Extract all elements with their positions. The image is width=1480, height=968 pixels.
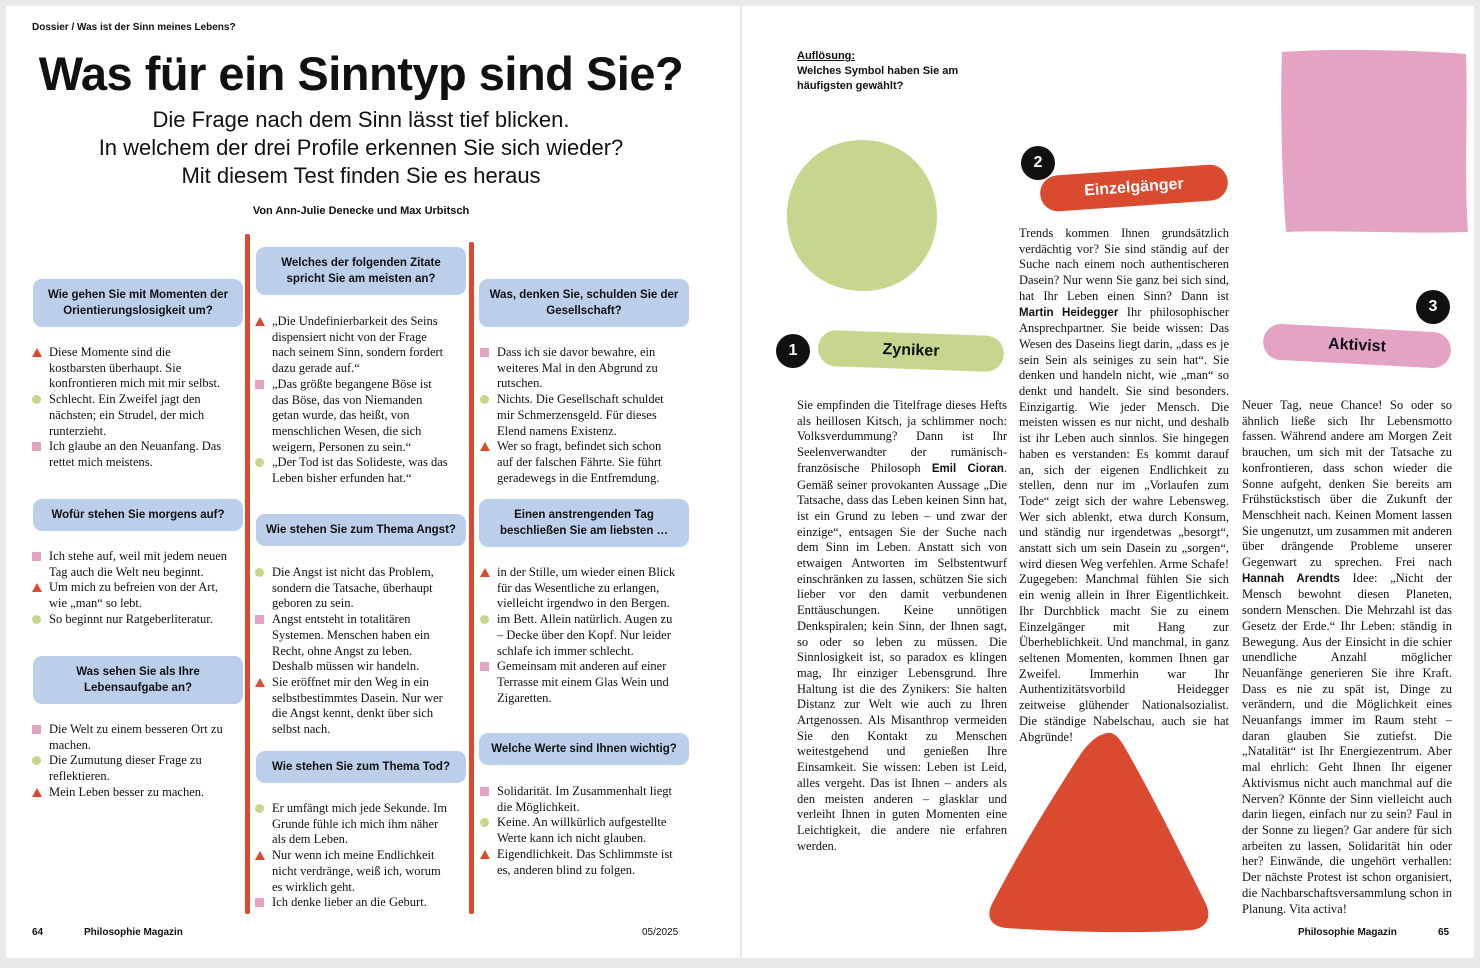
- question-box: Einen anstrengenden Tag beschließen Sie am liebsten …: [479, 499, 689, 547]
- answer-text: Die Zumutung dieser Frage zu reflektieren.: [49, 753, 202, 784]
- square-marker-icon: [32, 442, 41, 451]
- answer-text: Nur wenn ich meine Endlichkeit nicht verdränge, weiß ich, worum es wirklich geht.: [272, 848, 441, 894]
- answer-option[interactable]: [480, 439, 676, 486]
- triangle-marker-icon: [480, 850, 490, 859]
- legend: [797, 49, 987, 94]
- divider-line: [245, 234, 250, 914]
- divider-line: [469, 242, 474, 914]
- answer-text: Keine. An willkürlich aufgestellte Werte kann ich nicht glauben.: [497, 815, 667, 846]
- question-box: Was sehen Sie als Ihre Lebensaufgabe an?: [33, 656, 243, 704]
- profile-text-segment: Sie empfinden die Titelfrage dieses Hefts als heillosen Kitsch, ja schlimmer noch: Volksverdummung? Dann ist Ihr Seelenverwandter der rumänisch-französische Philosoph: [797, 398, 1007, 475]
- page-title: Was für ein Sinntyp sind Sie?: [38, 47, 684, 100]
- issue-number: 05/2025: [642, 927, 679, 938]
- legend-text: Welches Symbol haben Sie am häufigsten gewählt?: [797, 65, 959, 92]
- answer-option[interactable]: [255, 895, 451, 911]
- triangle-marker-icon: [480, 568, 490, 577]
- answer-option[interactable]: [32, 612, 228, 628]
- triangle-marker-icon: [32, 348, 42, 357]
- answer-text: Dass ich sie davor bewahre, ein weiteres Mal in den Abgrund zu rutschen.: [497, 345, 658, 391]
- left-page: [6, 6, 740, 958]
- answer-list: [255, 801, 451, 911]
- profile-text-segment: . Gemäß seiner provokanten Aussage „Die Tatsache, dass das Leben keinen Sinn hat, ist ein Grund zu leben – und zwar der einzige“, entsagen Sie der Suche nach dem Sinn im Leben. Anstatt sich von etwaigen Antworten im Selbstentwurf einschränken zu lassen, schützen Sie sich lieber vor den damit verbundenen Enttäuschungen. Keine unnötigen Denkspiralen; kein Sinn, der Ihnen sagt, so oder so leben zu müssen. Die Sinnlosigkeit ist, so paradox es klingen mag, Ihr einziger Lebensgrund. Ihre Haltung ist die des Zynikers: Sie halten Distanz zur Welt wie auch zu Ihren Artgenossen. Als Misanthrop vermeiden Sie den Kontakt zu Menschen weitestgehend und genießen Ihre Einsamkeit. Sie wissen: Leben ist Leid, alles vergeht. Das ist Ihnen – anders als den meisten anderen – glasklar und verleiht Ihnen in guten Momenten eine Leichtigkeit, die andere nie erfahren werden.: [797, 460, 1007, 853]
- subtitle-line: Die Frage nach dem Sinn lässt tief blicken.: [152, 107, 570, 132]
- answer-option[interactable]: [255, 314, 451, 377]
- square-marker-icon: [255, 615, 264, 624]
- answer-list: [480, 565, 676, 706]
- legend-title: Auflösung:: [797, 50, 856, 62]
- philosopher-name: Martin Heidegger: [1019, 306, 1119, 319]
- answer-option[interactable]: [255, 612, 451, 675]
- triangle-marker-icon: [255, 317, 265, 326]
- question-box: Was, denken Sie, schulden Sie der Gesellschaft?: [479, 279, 689, 327]
- answer-text: Gemeinsam mit anderen auf einer Terrasse mit einem Glas Wein und Zigaretten.: [497, 659, 669, 705]
- answer-option[interactable]: [255, 377, 451, 456]
- answer-option[interactable]: [480, 345, 676, 392]
- profile-text-segment: Trends kommen Ihnen grundsätzlich verdächtig vor? Sie sind ständig auf der Suche nach einem noch authentischeren Dasein? Nur wenn Sie ganz bei sich sind, hat Ihr Leben einen Sinn? Dann ist: [1019, 226, 1229, 303]
- answer-list: [32, 722, 228, 801]
- answer-text: „Der Tod ist das Solideste, was das Leben bisher erfunden hat.“: [272, 455, 448, 486]
- philosopher-name: Hannah Arendts: [1242, 572, 1340, 585]
- byline: Von Ann-Julie Denecke und Max Urbitsch: [252, 205, 470, 217]
- answer-option[interactable]: [480, 392, 676, 439]
- profile-text-segment: Idee: „Nicht der Mensch bewohnt diesen Planeten, sondern Menschen. Die Mehrzahl ist das Gesetz der Erde.“ Ihr Leben: ständig in Bewegung. Aus der Einsicht in die schier unendliche Anzahl möglicher Neuanfänge generieren Sie ihre Kraft. Dass es nie zu spät ist, Dinge zu verändern, und die Möglichkeit eines Neuanfangs immer im Raum steht – daran glauben Sie zutiefst. Die „Natalität“ ist Ihr Energiezentrum. Aber mal ehrlich: Geht Ihnen Ihr eigener Aktivismus nicht auch manchmal auf die Nerven? Könnte der Sinn vielleicht auch darin liegen, einfach nur zu sein? Faul in der Sonne zu liegen? Gar andere für sich arbeiten zu lassen, Solidarität hin oder her? Einwände, die ungehört verhallen: Der nächste Protest ist schon organisiert, die Nachbarschaftsversammlung schon in Planung. Vita activa!: [1242, 570, 1453, 916]
- answer-option[interactable]: [32, 580, 228, 611]
- profile-number-badge: 1: [776, 334, 810, 368]
- subtitle-line: In welchem der drei Profile erkennen Sie sich wieder?: [98, 135, 624, 160]
- circle-marker-icon: [480, 615, 489, 624]
- answer-list: [480, 345, 676, 486]
- answer-option[interactable]: [480, 784, 676, 815]
- answer-text: in der Stille, um wieder einen Blick für das Wesentliche zu erlangen, vielleicht irgendwo in den Bergen.: [497, 565, 676, 611]
- answer-text: Ich stehe auf, weil mit jedem neuen Tag auch die Welt neu beginnt.: [49, 549, 228, 579]
- question-box: Wie gehen Sie mit Momenten der Orientierungslosigkeit um?: [33, 279, 243, 327]
- answer-list: [255, 565, 451, 738]
- answer-option[interactable]: [480, 847, 676, 878]
- profile-number-badge: 2: [1021, 146, 1055, 180]
- answer-text: Ich denke lieber an die Geburt.: [272, 895, 427, 910]
- kicker: Dossier / Was ist der Sinn meines Lebens?: [32, 22, 236, 33]
- square-marker-icon: [480, 787, 489, 796]
- square-marker-icon: [32, 552, 41, 561]
- circle-marker-icon: [32, 615, 41, 624]
- answer-text: Solidarität. Im Zusammenhalt liegt die Möglichkeit.: [497, 784, 672, 814]
- square-marker-icon: [255, 380, 264, 389]
- answer-option[interactable]: [480, 565, 676, 612]
- question-box: Welches der folgenden Zitate spricht Sie am meisten an?: [256, 247, 466, 295]
- circle-marker-icon: [480, 818, 489, 827]
- answer-option[interactable]: [32, 345, 228, 392]
- question-box: Welche Werte sind Ihnen wichtig?: [479, 733, 689, 765]
- square-marker-icon: [32, 725, 41, 734]
- circle-marker-icon: [480, 395, 489, 404]
- magazine-name: Philosophie Magazin: [84, 927, 183, 938]
- profile-text-segment: Neuer Tag, neue Chance! So oder so ähnlich ließe sich Ihr Lebensmotto fassen. Während andere am Morgen Zeit brauchen, um sich mit der Tatsache zu konfrontieren, dass schon wieder die Sonne aufgeht, denken Sie bereits am Frühstückstisch über die Zukunft der Menschheit nach. Keinen Moment lassen Sie ungenutzt, um zusammen mit anderen über drängende Probleme unserer Gegenwart zu sprechen. Frei nach: [1242, 398, 1452, 570]
- answer-list: [480, 784, 676, 878]
- answer-list: [32, 345, 228, 471]
- profile-label-aktivist: Aktivist: [1262, 323, 1452, 369]
- answer-option[interactable]: [255, 801, 451, 848]
- magazine-name: Philosophie Magazin: [1298, 927, 1397, 938]
- answer-text: So beginnt nur Ratgeberliteratur.: [49, 611, 213, 626]
- green-circle-shape: [782, 136, 942, 296]
- answer-option[interactable]: [32, 722, 228, 753]
- subtitle: [6, 106, 716, 190]
- answer-option[interactable]: [480, 659, 676, 706]
- answer-text: Diese Momente sind die kostbarsten überhaupt. Sie konfrontieren mich mit mir selbst.: [49, 345, 221, 391]
- answer-text: Ich glaube an den Neuanfang. Das rettet mich meistens.: [49, 439, 222, 469]
- answer-text: Schlecht. Ein Zweifel jagt den nächsten; ein Strudel, der mich runterzieht.: [49, 392, 205, 438]
- triangle-marker-icon: [32, 788, 42, 797]
- page-number: 65: [1438, 927, 1450, 938]
- square-marker-icon: [480, 662, 489, 671]
- red-triangle-shape: [986, 728, 1212, 936]
- answer-option[interactable]: [255, 675, 451, 738]
- answer-option[interactable]: [480, 815, 676, 846]
- answer-option[interactable]: [32, 753, 228, 784]
- question-box: Wofür stehen Sie morgens auf?: [33, 499, 243, 531]
- circle-marker-icon: [255, 458, 264, 467]
- circle-marker-icon: [255, 804, 264, 813]
- answer-text: Angst entsteht in totalitären Systemen. Menschen haben ein Recht, ohne Angst zu leben. Deshalb müssen wir handeln.: [272, 612, 430, 674]
- answer-list: [255, 314, 451, 487]
- answer-text: Eigendlichkeit. Das Schlimmste ist es, anderen blind zu folgen.: [497, 846, 673, 877]
- square-marker-icon: [480, 348, 489, 357]
- triangle-marker-icon: [255, 851, 265, 860]
- answer-option[interactable]: [32, 392, 228, 439]
- answer-text: Wer so fragt, befindet sich schon auf der falschen Fährte. Sie führt geradewegs in die Entfremdung.: [497, 439, 662, 485]
- right-page: [742, 6, 1474, 958]
- circle-marker-icon: [255, 568, 264, 577]
- answer-option[interactable]: [255, 848, 451, 895]
- profile-text-zyniker: [797, 398, 1007, 854]
- answer-option[interactable]: [255, 565, 451, 612]
- profile-text-einzelgaenger: [1019, 226, 1229, 745]
- answer-text: Sie eröffnet mir den Weg in ein selbstbestimmtes Dasein. Nur wer die Angst kennt, denkt über sich selbst nach.: [272, 674, 443, 737]
- profile-label-zyniker: Zyniker: [817, 330, 1004, 372]
- triangle-marker-icon: [255, 678, 265, 687]
- profile-number-badge: 3: [1416, 290, 1450, 324]
- subtitle-line: Mit diesem Test finden Sie es heraus: [181, 163, 541, 188]
- answer-list: [32, 549, 228, 628]
- answer-text: „Das größte begangene Böse ist das Böse, das von Niemanden getan wurde, das heißt, von menschlichen Wesen, die sich weigern, Personen zu sein.“: [272, 376, 432, 454]
- question-box: Wie stehen Sie zum Thema Tod?: [256, 751, 466, 783]
- profile-text-segment: Ihr philosophischer Ansprechpartner. Sie beide wissen: Das Wesen des Daseins liegt darin, „dass es je sein Sein als seiniges zu sein hat“. Sie denken und handeln nicht, wie „man“ so denkt und handelt. Sie sind besonders. Einzigartig. Wie jeder Mensch. Die meisten wissen es nur nicht, und deshalb ist ihr Leben auch sinnlos. Sie hingegen haben es verstanden: Es kommt darauf an, sich der eigenen Endlichkeit zu stellen, denn nur im „Vorlaufen zum Tode“ zeigt sich der wahre Lebensweg. Wer sich ablenkt, etwa durch Konsum, und ständig nur irgendetwas „besorgt“, anstatt sich um sein Dasein zu „sorgen“, wird diesen Weg verfehlen. Arme Schafe! Zugegeben: Manchmal fühlen Sie sich ein wenig allein in Ihrer Eigentlichkeit. Ihr Durchblick macht Sie zu einem Einzelgänger mit Hang zur Überheblichkeit. Und manchmal, in ganz seltenen Momenten, kommen Ihnen gar Zweifel. Immerhin war Ihr Authentizitätsvorbild Heidegger zeitweise glühender Nationalsozialist. Die ständige Nabelschau, auch sie hat Abgründe!: [1019, 304, 1229, 744]
- answer-option[interactable]: [480, 612, 676, 659]
- answer-option[interactable]: [255, 455, 451, 486]
- profile-label-einzelgaenger: Einzelgänger: [1039, 163, 1229, 212]
- answer-text: „Die Undefinierbarkeit des Seins dispensiert nicht von der Frage nach seinem Sinn, sondern fordert dazu gerade auf.“: [272, 314, 444, 376]
- answer-text: Nichts. Die Gesellschaft schuldet mir Schmerzensgeld. Für dieses Elend namens Existenz.: [497, 392, 664, 438]
- answer-text: Die Welt zu einem besseren Ort zu machen.: [49, 722, 223, 752]
- answer-option[interactable]: [32, 439, 228, 470]
- triangle-marker-icon: [480, 442, 490, 451]
- circle-marker-icon: [32, 395, 41, 404]
- answer-text: Er umfängt mich jede Sekunde. Im Grunde fühle ich mich ihm näher als dem Leben.: [272, 801, 447, 847]
- circle-marker-icon: [32, 756, 41, 765]
- answer-text: im Bett. Allein natürlich. Augen zu – Decke über den Kopf. Nur leider schlafe ich immer schlecht.: [497, 612, 673, 658]
- pink-square-shape: [1278, 46, 1470, 236]
- answer-option[interactable]: [32, 549, 228, 580]
- answer-text: Die Angst ist nicht das Problem, sondern die Tatsache, überhaupt geboren zu sein.: [272, 565, 434, 611]
- question-box: Wie stehen Sie zum Thema Angst?: [256, 514, 466, 546]
- philosopher-name: Emil Cioran: [931, 462, 1004, 475]
- answer-text: Um mich zu befreien von der Art, wie „man“ so lebt.: [49, 580, 219, 611]
- profile-text-aktivist: [1242, 398, 1452, 917]
- square-marker-icon: [255, 898, 264, 907]
- triangle-marker-icon: [32, 583, 42, 592]
- answer-text: Mein Leben besser zu machen.: [49, 784, 205, 799]
- answer-option[interactable]: [32, 785, 228, 801]
- page-number: 64: [32, 927, 44, 938]
